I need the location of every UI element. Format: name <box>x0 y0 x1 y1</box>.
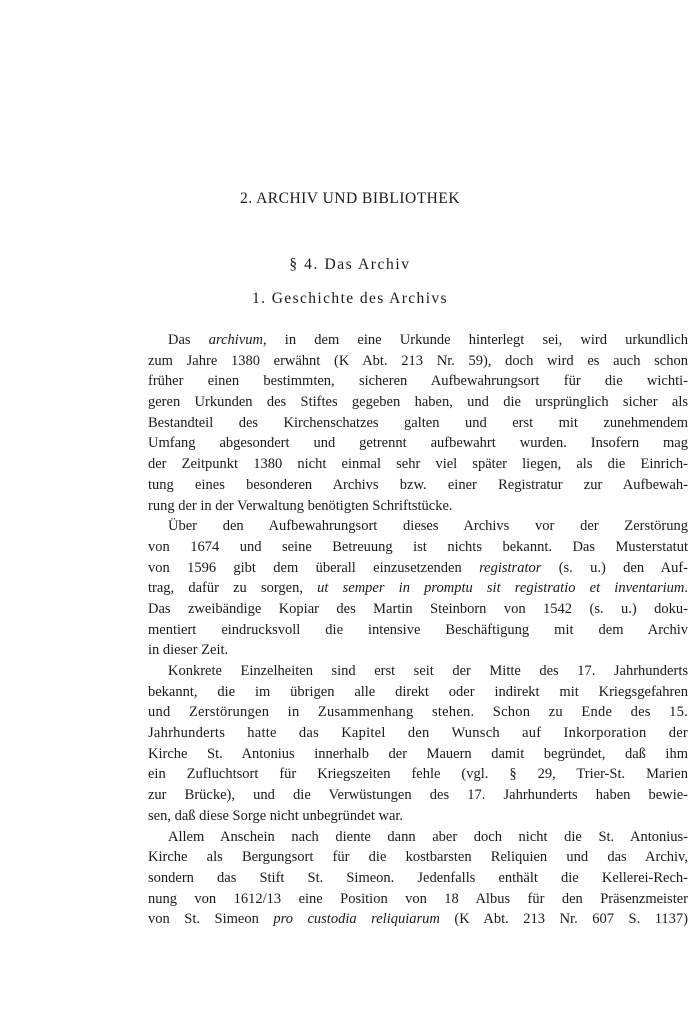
text-line <box>148 640 688 661</box>
text-line <box>148 433 688 454</box>
text-line <box>148 475 688 496</box>
text-segment: früher einen bestimmten, sicheren Aufbewahrungsort für die wichti- <box>148 373 688 390</box>
text-segment: und Zerstörungen in Zusammenhang stehen. Schon zu Ende des 15. <box>148 704 688 721</box>
text-line <box>148 496 688 517</box>
text-line <box>148 806 688 827</box>
text-segment: zur Brücke), und die Verwüstungen des 17. Jahrhunderts haben bewie- <box>148 787 688 804</box>
text-segment: in dieser Zeit. <box>148 642 229 659</box>
italic-text: ut semper in promptu sit registratio et inventarium <box>317 580 685 597</box>
text-line <box>148 661 688 682</box>
text-segment: bekannt, die im übrigen alle direkt oder indirekt mit Kriegsgefahren <box>148 683 688 700</box>
text-line <box>148 909 688 930</box>
text-segment: Jahrhunderts hatte das Kapitel den Wunsch auf Inkorporation der <box>148 725 688 742</box>
text-segment: der Zeitpunkt 1380 nicht einmal sehr viel später liegen, als die Einrich- <box>148 456 688 473</box>
text-line <box>148 889 688 910</box>
text-segment: sondern das Stift St. Simeon. Jedenfalls enthält die Kellerei-Rech- <box>148 869 688 886</box>
text-line <box>148 744 688 765</box>
text-segment: von 1674 und seine Betreuung ist nichts bekannt. Das Musterstatut <box>148 538 688 555</box>
text-line <box>148 620 688 641</box>
text-line <box>148 827 688 848</box>
text-line <box>148 764 688 785</box>
text-line <box>148 516 688 537</box>
text-segment: Das <box>168 332 209 348</box>
italic-text: registrator <box>479 559 542 576</box>
text-line <box>148 723 688 744</box>
text-line <box>148 371 688 392</box>
text-segment: mentiert eindrucksvoll die intensive Beschäftigung mit dem Archiv <box>148 621 688 638</box>
subsection-title: 1. Geschichte des Archivs <box>252 290 448 307</box>
chapter-title: 2. ARCHIV UND BIBLIOTHEK <box>239 190 461 207</box>
text-line <box>148 868 688 889</box>
text-line <box>148 330 688 351</box>
text-line <box>148 351 688 372</box>
text-segment: Allem Anschein nach diente dann aber doch nicht die St. Antonius- <box>168 828 688 845</box>
text-line <box>148 558 688 579</box>
text-segment: ein Zufluchtsort für Kriegszeiten fehle (vgl. § 29, Trier-St. Marien <box>148 766 688 783</box>
text-segment: zum Jahre 1380 erwähnt (K Abt. 213 Nr. 59), doch wird es auch schon <box>148 352 688 369</box>
text-segment: Umfang abgesondert und getrennt aufbewahrt wurden. Insofern mag <box>148 435 688 452</box>
italic-text: archivum <box>208 332 263 348</box>
text-segment: geren Urkunden des Stiftes gegeben haben, und die ursprünglich sicher als <box>148 394 688 411</box>
text-segment: von 1596 gibt dem überall einzusetzenden <box>148 559 480 576</box>
text-segment: Kirche St. Antonius innerhalb der Mauern damit begründet, daß ihm <box>148 745 688 762</box>
text-line <box>148 413 688 434</box>
text-segment: tung eines besonderen Archivs bzw. einer Registratur zur Aufbewah- <box>148 476 688 493</box>
text-segment: Kirche als Bergungsort für die kostbarsten Reliquien und das Archiv, <box>148 849 688 866</box>
text-line <box>148 454 688 475</box>
text-segment: Bestandteil des Kirchenschatzes galten und erst mit zunehmendem <box>148 414 688 431</box>
text-segment: sen, daß diese Sorge nicht unbegründet war. <box>148 807 404 824</box>
text-segment: , in dem eine Urkunde hinterlegt sei, wird urkundlich <box>262 332 688 348</box>
text-segment: von St. Simeon <box>148 911 274 928</box>
text-line <box>148 847 688 868</box>
text-segment: . <box>684 580 688 597</box>
text-segment: (s. u.) den Auf- <box>541 559 688 576</box>
text-segment: Konkrete Einzelheiten sind erst seit der Mitte des 17. Jahrhunderts <box>168 663 688 679</box>
italic-text: pro custodia reliquiarum <box>273 911 440 928</box>
text-segment: trag, dafür zu sorgen, <box>148 580 318 597</box>
text-line <box>148 785 688 806</box>
text-segment: nung von 1612/13 eine Position von 18 Albus für den Präsenzmeister <box>148 890 688 907</box>
text-segment: Das zweibändige Kopiar des Martin Steinborn von 1542 (s. u.) doku- <box>148 600 688 617</box>
text-line <box>148 599 688 620</box>
text-line <box>148 578 688 599</box>
text-segment: Über den Aufbewahrungsort dieses Archivs vor der Zerstörung <box>168 518 688 535</box>
text-line <box>148 392 688 413</box>
text-line <box>148 682 688 703</box>
text-line <box>148 537 688 558</box>
text-line <box>148 702 688 723</box>
body-text <box>148 330 688 930</box>
text-segment: rung der in der Verwaltung benötigten Schriftstücke. <box>148 497 453 514</box>
text-segment: (K Abt. 213 Nr. 607 S. 1137) <box>439 911 689 928</box>
section-title: § 4. Das Archiv <box>289 256 411 273</box>
